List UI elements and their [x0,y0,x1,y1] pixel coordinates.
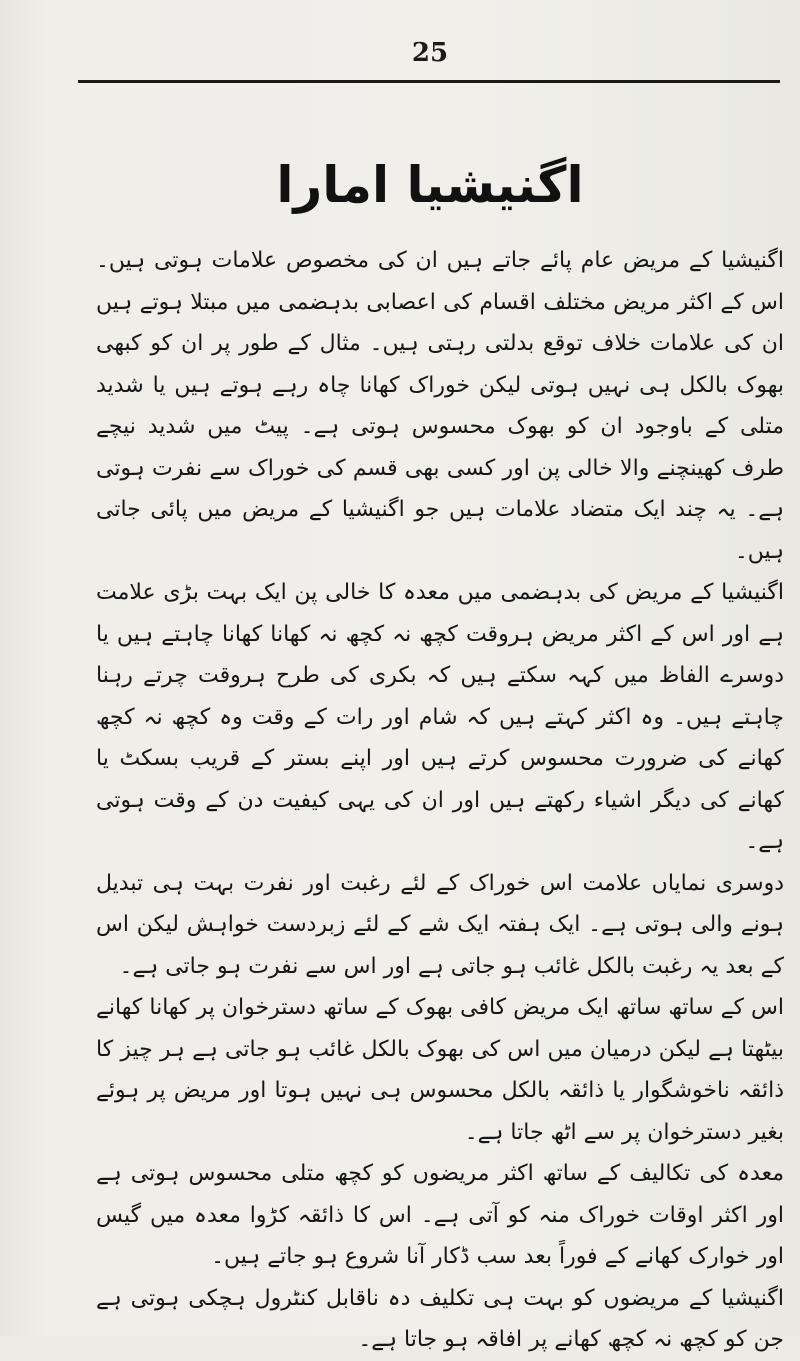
body-text [96,240,784,1361]
paragraph-2: اگنیشیا کے مریض کی بدہضمی میں معدہ کا خالی پن ایک بہت بڑی علامت ہے اور اس کے اکثر مریض ہروقت کچھ نہ کچھ نہ کھانا کھانا چاہتے ہیں یا دوسرے الفاظ میں کہہ سکتے ہیں کہ بکری کی طرح ہروقت چرتے رہنا چاہتے ہیں۔ وہ اکثر کہتے ہیں کہ شام اور رات کے وقت وہ کچھ نہ کچھ کھانے کی ضرورت محسوس کرتے ہیں اور اپنے بستر کے قریب بسکٹ یا کھانے کی دیگر اشیاء رکھتے ہیں اور ان کی یہی کیفیت دن کے وقت ہوتی ہے۔ [96,580,784,854]
paragraph-5: معدہ کی تکالیف کے ساتھ اکثر مریضوں کو کچھ متلی محسوس ہوتی ہے اور اکثر اوقات خوراک منہ کو آتی ہے۔ اس کا ذائقہ کڑوا معدہ میں گیس اور خوارک کھانے کے فوراً بعد سب ڈکار آنا شروع ہو جاتے ہیں۔ [96,1161,784,1269]
page-number: 25 [411,38,449,68]
paragraph-3: دوسری نمایاں علامت اس خوراک کے لئے رغبت اور نفرت بہت ہی تبدیل ہونے والی ہوتی ہے۔ ایک ہفتہ ایک شے کے لئے زبردست خواہش لیکن اس کے بعد یہ رغبت بالکل غائب ہو جاتی ہے اور اس سے نفرت ہو جاتی ہے۔ [96,870,784,979]
paragraph-4: اس کے ساتھ ساتھ ایک مریض کافی بھوک کے ساتھ دسترخوان پر کھانا کھانے بیٹھتا ہے لیکن درمیان میں اس کی بھوک بالکل غائب ہو جاتی ہے ہر چیز کا ذائقہ ناخوشگوار یا ذائقہ بالکل محسوس ہی نہیں ہوتا اور مریض پر ہوئے بغیر دسترخوان پر سے اٹھ جاتا ہے۔ [96,995,784,1145]
header-rule [78,80,780,83]
paragraph-1: اگنیشیا کے مریض عام پائے جاتے ہیں ان کی مخصوص علامات ہوتی ہیں۔ اس کے اکثر مریض مختلف اقسام کی اعصابی بدہضمی میں مبتلا ہوتے ہیں ان کی علامات خلاف توقع بدلتی رہتی ہیں۔ مثال کے طور پر ان کو کبھی بھوک بالکل ہی نہیں ہوتی لیکن خوراک کھانا چاہ رہے ہوتے ہیں یا شدید متلی کے باوجود ان کو بھوک محسوس ہوتی ہے۔ پیٹ میں شدید نیچے طرف کھینچنے والا خالی پن اور کسی بھی قسم کی خوراک سے نفرت ہوتی ہے۔ یہ چند ایک متضاد علامات ہیں جو اگنیشیا کے مریض میں پائی جاتی ہیں۔ [96,248,784,564]
paragraph-6: اگنیشیا کے مریضوں کو بہت ہی تکلیف دہ ناقابل کنٹرول ہچکی ہوتی ہے جن کو کچھ نہ کچھ کھانے پر افاقہ ہو جاتا ہے۔ [96,1285,784,1352]
chapter-title: اگنیشیا امارا [276,156,584,214]
